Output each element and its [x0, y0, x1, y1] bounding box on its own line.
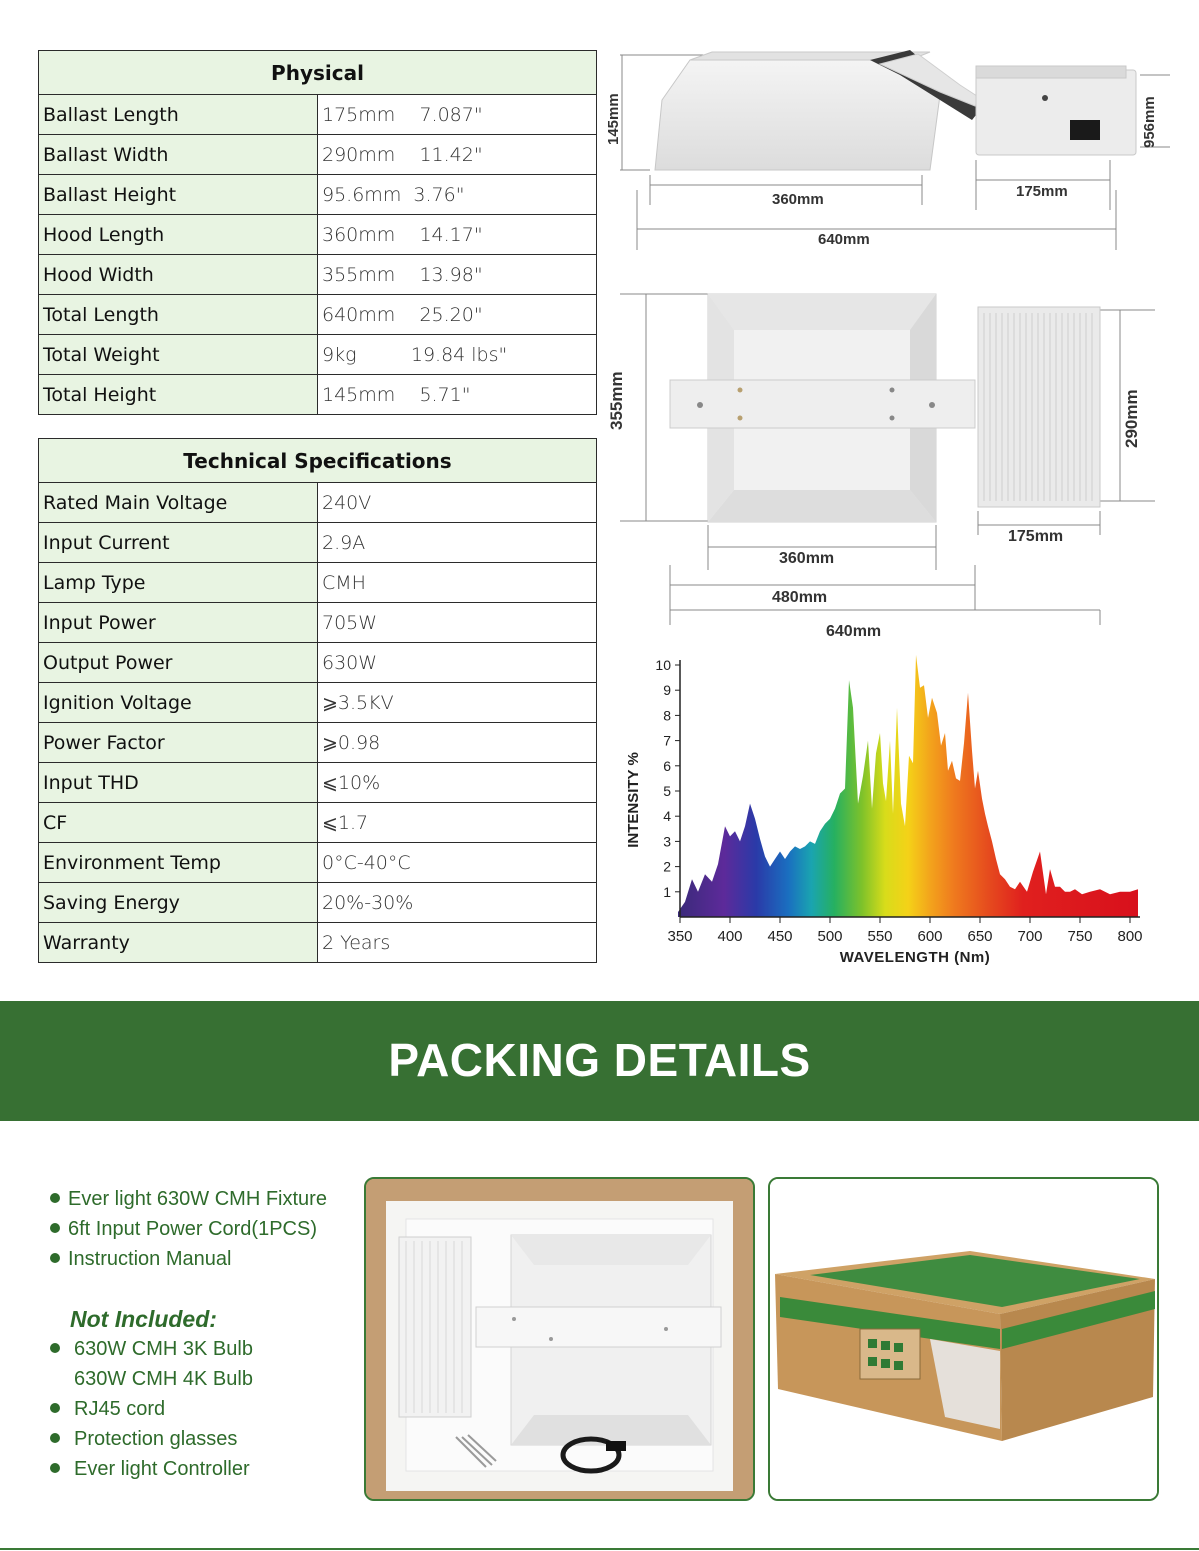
- open-box-photo: [364, 1177, 755, 1501]
- spec-label: Input Power: [39, 603, 318, 643]
- not-included-item: [50, 1398, 165, 1421]
- spec-label: Input THD: [39, 763, 318, 803]
- not-included-item-text: RJ45 cord: [74, 1398, 166, 1420]
- spec-value: CMH: [318, 563, 597, 603]
- spec-value: 360mm 14.17": [318, 215, 597, 255]
- spec-value: 705W: [318, 603, 597, 643]
- bullet-icon: [50, 1253, 60, 1263]
- technical-row: [39, 563, 597, 603]
- top-ballast-width-label: 290mm: [1122, 389, 1141, 448]
- x-tick-label: 600: [917, 928, 943, 945]
- physical-row: [39, 95, 597, 135]
- not-included-item-text: Ever light Controller: [74, 1458, 250, 1480]
- physical-row: [39, 175, 597, 215]
- spec-value: 240V: [318, 483, 597, 523]
- spec-label: CF: [39, 803, 318, 843]
- top-hood-width-label: 355mm: [607, 371, 626, 430]
- spec-label: Output Power: [39, 643, 318, 683]
- physical-row: [39, 295, 597, 335]
- y-tick-label: 6: [663, 757, 671, 774]
- x-tick-label: 650: [967, 928, 993, 945]
- included-item: [50, 1248, 231, 1271]
- spec-value: 145mm 5.71": [318, 375, 597, 415]
- x-tick-label: 550: [867, 928, 893, 945]
- top-mid-length-label: 480mm: [772, 589, 828, 606]
- spec-label: Total Height: [39, 375, 318, 415]
- spec-label: Ballast Width: [39, 135, 318, 175]
- technical-row: [39, 483, 597, 523]
- spectrum-area: [678, 655, 1138, 917]
- shipping-box-photo: [768, 1177, 1159, 1501]
- spectrum-chart: [615, 650, 1155, 970]
- power-socket-icon: [1070, 120, 1100, 140]
- top-view-drawing: [600, 285, 1199, 645]
- spec-value: 355mm 13.98": [318, 255, 597, 295]
- not-included-item-text: 630W CMH 3K Bulb: [74, 1338, 253, 1360]
- spec-label: Total Length: [39, 295, 318, 335]
- side-view-drawing: [600, 40, 1199, 260]
- spec-value: 630W: [318, 643, 597, 683]
- included-item: [50, 1218, 317, 1241]
- spec-label: Lamp Type: [39, 563, 318, 603]
- technical-row: [39, 723, 597, 763]
- chart-x-axis-label: WAVELENGTH (Nm): [839, 949, 991, 966]
- physical-row: [39, 375, 597, 415]
- bullet-icon: [50, 1343, 60, 1353]
- packing-details-title: PACKING DETAILS: [388, 1034, 811, 1086]
- technical-row: [39, 803, 597, 843]
- spec-value: ⩽1.7: [318, 803, 597, 843]
- spec-label: Hood Width: [39, 255, 318, 295]
- top-hood-length-label: 360mm: [779, 550, 835, 567]
- bullet-icon: [50, 1193, 60, 1203]
- spec-label: Hood Length: [39, 215, 318, 255]
- physical-row: [39, 335, 597, 375]
- x-tick-label: 350: [667, 928, 693, 945]
- side-height-left-label: 145mm: [605, 93, 622, 145]
- technical-row: [39, 923, 597, 963]
- technical-spec-table: [38, 438, 597, 963]
- not-included-item: [50, 1368, 253, 1391]
- included-item: [50, 1188, 327, 1211]
- spec-value: 175mm 7.087": [318, 95, 597, 135]
- not-included-item: [50, 1338, 253, 1361]
- side-ballast-length-label: 175mm: [1016, 183, 1068, 200]
- spec-label: Warranty: [39, 923, 318, 963]
- spec-value: 290mm 11.42": [318, 135, 597, 175]
- spec-label: Ballast Height: [39, 175, 318, 215]
- physical-row: [39, 135, 597, 175]
- x-tick-label: 400: [717, 928, 743, 945]
- spec-value: ⩽10%: [318, 763, 597, 803]
- x-tick-label: 800: [1117, 928, 1143, 945]
- y-tick-label: 8: [663, 707, 671, 724]
- side-total-length-label: 640mm: [818, 231, 870, 248]
- x-tick-label: 750: [1067, 928, 1093, 945]
- included-item-text: 6ft Input Power Cord(1PCS): [68, 1218, 317, 1240]
- not-included-item: [50, 1428, 237, 1451]
- not-included-item-text: 630W CMH 4K Bulb: [74, 1368, 253, 1390]
- bottom-rule: [0, 1548, 1199, 1550]
- side-height-right-label: 956mm: [1141, 96, 1158, 148]
- spec-label: Ballast Length: [39, 95, 318, 135]
- spec-label: Saving Energy: [39, 883, 318, 923]
- physical-row: [39, 255, 597, 295]
- spec-value: 2.9A: [318, 523, 597, 563]
- y-tick-label: 10: [655, 657, 671, 673]
- y-tick-label: 3: [663, 833, 671, 850]
- y-tick-label: 2: [663, 858, 671, 875]
- spec-value: 95.6mm 3.76": [318, 175, 597, 215]
- not-included-item: [50, 1458, 250, 1481]
- hood-shape: [655, 60, 940, 170]
- spec-label: Ignition Voltage: [39, 683, 318, 723]
- y-tick-label: 1: [663, 883, 671, 900]
- spec-label: Total Weight: [39, 335, 318, 375]
- technical-row: [39, 683, 597, 723]
- side-hood-length-label: 360mm: [772, 191, 824, 208]
- top-ballast-length-label: 175mm: [1008, 528, 1064, 545]
- technical-row: [39, 883, 597, 923]
- spec-value: 2 Years: [318, 923, 597, 963]
- bullet-icon: [50, 1223, 60, 1233]
- spec-value: ⩾0.98: [318, 723, 597, 763]
- spec-label: Environment Temp: [39, 843, 318, 883]
- technical-row: [39, 843, 597, 883]
- spec-label: Power Factor: [39, 723, 318, 763]
- included-item-text: Ever light 630W CMH Fixture: [68, 1188, 327, 1210]
- spec-value: 640mm 25.20": [318, 295, 597, 335]
- spec-label: Rated Main Voltage: [39, 483, 318, 523]
- spec-value: ⩾3.5KV: [318, 683, 597, 723]
- top-total-length-label: 640mm: [826, 623, 882, 640]
- x-tick-label: 700: [1017, 928, 1043, 945]
- spec-label: Input Current: [39, 523, 318, 563]
- technical-row: [39, 763, 597, 803]
- physical-table-title: Physical: [39, 51, 597, 95]
- not-included-item-text: Protection glasses: [74, 1428, 238, 1450]
- technical-row: [39, 603, 597, 643]
- spec-value: 0°C-40°C: [318, 843, 597, 883]
- bullet-icon: [50, 1433, 60, 1443]
- spec-value: 9kg 19.84 lbs": [318, 335, 597, 375]
- technical-row: [39, 523, 597, 563]
- y-tick-label: 4: [663, 808, 671, 825]
- bullet-icon: [50, 1463, 60, 1473]
- chart-y-axis-label: INTENSITY %: [625, 752, 642, 848]
- physical-row: [39, 215, 597, 255]
- x-tick-label: 500: [817, 928, 843, 945]
- not-included-heading: Not Included:: [70, 1306, 217, 1332]
- physical-spec-table: [38, 50, 597, 415]
- included-item-text: Instruction Manual: [68, 1248, 232, 1270]
- ballast-body: [976, 70, 1136, 155]
- y-tick-label: 5: [663, 783, 671, 799]
- y-tick-label: 9: [663, 682, 671, 699]
- y-tick-label: 7: [663, 732, 671, 749]
- x-tick-label: 450: [767, 928, 793, 945]
- technical-row: [39, 643, 597, 683]
- bullet-icon: [50, 1403, 60, 1413]
- spec-value: 20%-30%: [318, 883, 597, 923]
- technical-table-title: Technical Specifications: [39, 439, 597, 483]
